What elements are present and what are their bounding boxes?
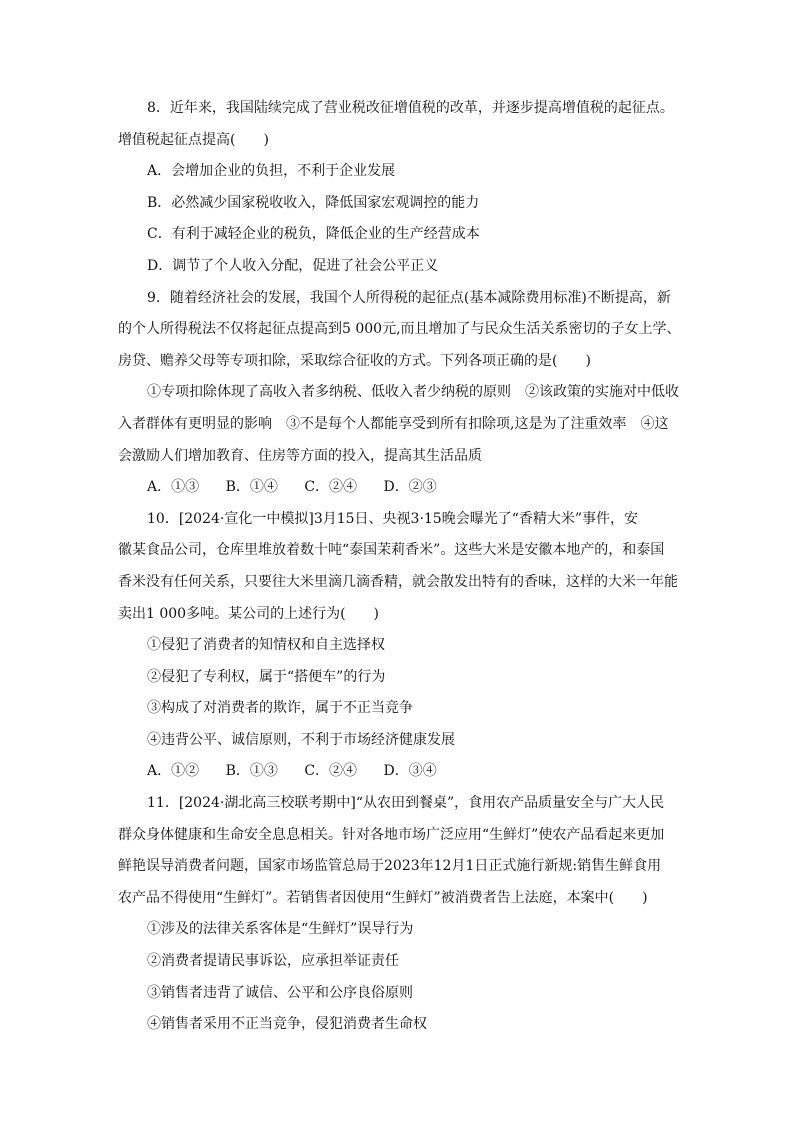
choice-b: B．①④	[225, 479, 278, 496]
choice-b: B．①③	[225, 763, 278, 780]
question-11-statement-3: ③销售者违背了诚信、公平和公序良俗原则	[147, 984, 413, 1001]
question-9-stem-line-2: 的个人所得税法不仅将起征点提高到5 000元,而且增加了与民众生活关系密切的子女上学、	[118, 321, 681, 338]
choice-c: C．②④	[304, 479, 358, 496]
question-10-statement-2: ②侵犯了专利权，属于“搭便车”的行为	[147, 668, 386, 685]
question-11-stem-line-2: 群众身体健康和生命安全息息相关。针对各地市场广泛应用“生鲜灯”使农产品看起来更加	[118, 826, 665, 843]
choice-c: C．②④	[304, 763, 358, 780]
question-10-stem-line-3: 香米没有任何关系，只要往大米里滴几滴香精，就会散发出特有的香味，这样的大米一年能	[118, 573, 678, 590]
choice-d: D．③④	[383, 763, 437, 780]
question-11-statement-4: ④销售者采用不正当竞争，侵犯消费者生命权	[147, 1016, 427, 1033]
question-9-statements-line-1: ①专项扣除体现了高收入者多纳税、低收入者少纳税的原则 ②该政策的实施对中低收	[147, 384, 679, 401]
question-11-stem-line-3: 鲜艳误导消费者问题，国家市场监管总局于2023年12月1日正式施行新规:销售生鲜食用	[118, 858, 662, 875]
question-11-stem-line-4: 农产品不得使用“生鲜灯”。若销售者因使用“生鲜灯”被消费者告上法庭，本案中( )	[118, 889, 648, 906]
question-list	[118, 98, 681, 1046]
question-9-choices	[118, 477, 678, 509]
question-9-stem-line-3: 房贷、赡养父母等专项扣除，采取综合征收的方式。下列各项正确的是( )	[118, 352, 591, 369]
question-9-statements-line-3: 会激励人们增加教育、住房等方面的投入，提高其生活品质	[118, 447, 482, 464]
question-10-stem-line-1: 10．[2024·宣化一中模拟]3月15日、央视3·15晚会曝光了“香精大米”事件，安	[147, 510, 639, 527]
question-8-stem-line-2: 增值税起征点提高( )	[118, 131, 269, 148]
question-11-stem-line-1: 11．[2024·湖北高三校联考期中]“从农田到餐桌”，食用农产品质量安全与广大人民	[147, 795, 665, 812]
question-8-stem-line-1: 8．近年来，我国陆续完成了营业税改征增值税的改革，并逐步提高增值税的起征点。	[147, 100, 674, 116]
question-8-option-c: C．有利于减轻企业的税负，降低企业的生产经营成本	[147, 226, 480, 243]
question-8-option-b: B．必然减少国家税收收入，降低国家宏观调控的能力	[147, 194, 480, 211]
question-9-statements-line-2: 入者群体有更明显的影响 ③不是每个人都能享受到所有扣除项,这是为了注重效率 ④这	[118, 415, 669, 432]
question-10-statement-4: ④违背公平、诚信原则，不利于市场经济健康发展	[147, 731, 455, 748]
choice-a: A．①③	[147, 479, 200, 496]
question-8-option-d: D．调节了个人收入分配，促进了社会公平正义	[147, 257, 439, 274]
question-11-statement-1: ①涉及的法律关系客体是“生鲜灯”误导行为	[147, 921, 414, 938]
choice-a: A．①②	[147, 763, 200, 780]
question-10-stem-line-4: 卖出1 000多吨。某公司的上述行为( )	[118, 605, 380, 622]
question-11-statement-2: ②消费者提请民事诉讼，应承担举证责任	[147, 953, 399, 970]
question-9-stem-line-1: 9．随着经济社会的发展，我国个人所得税的起征点(基本减除费用标准)不断提高，新	[147, 289, 671, 306]
question-10-stem-line-2: 徽某食品公司，仓库里堆放着数十吨“泰国茉莉香米”。这些大米是安徽本地产的，和泰国	[118, 542, 665, 559]
question-8-option-a: A．会增加企业的负担，不利于企业发展	[147, 163, 396, 180]
question-10-choices	[118, 761, 678, 793]
choice-d: D．②③	[383, 479, 437, 496]
question-10-statement-3: ③构成了对消费者的欺诈，属于不正当竞争	[147, 700, 413, 717]
question-10-statement-1: ①侵犯了消费者的知情权和自主选择权	[147, 637, 385, 654]
